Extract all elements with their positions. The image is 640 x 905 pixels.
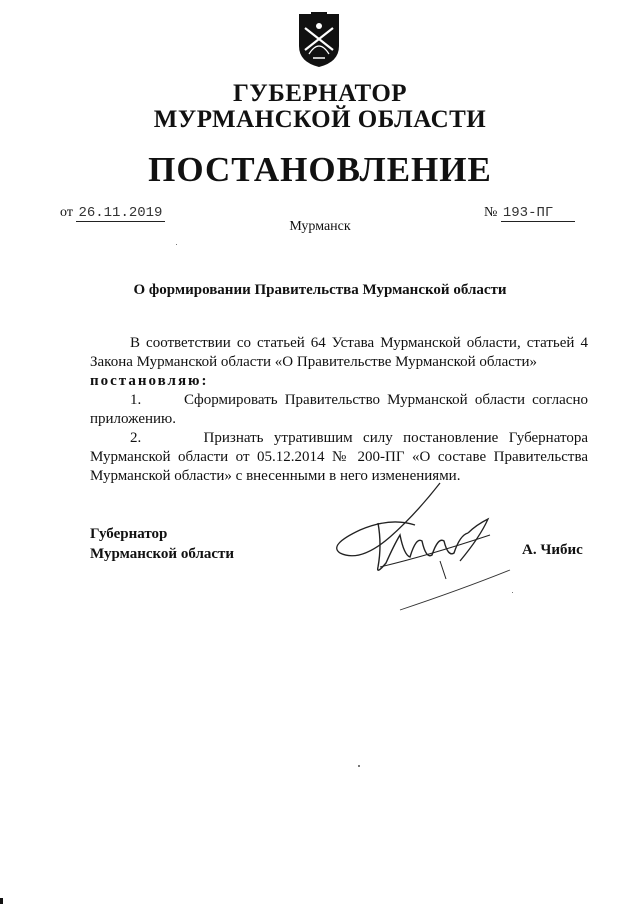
scan-speck xyxy=(176,244,177,245)
handwritten-signature xyxy=(320,475,540,615)
signer-title xyxy=(90,524,234,564)
decree-word: постановляю: xyxy=(90,373,209,389)
org-title-line1: ГУБЕРНАТОР xyxy=(232,80,408,107)
intro-text: В соответствии со статьей 64 Устава Мурманской области, статьей 4 Закона Мурманской области «О Правительстве Мурманской области» xyxy=(90,335,588,370)
org-title-line2: МУРМАНСКОЙ ОБЛАСТИ xyxy=(153,106,487,133)
item-2: 2. Признать утратившим силу постановление Губернатора Мурманской области от 05.12.2014 № 200-ПГ «О составе Правительства Мурманской области» с внесенными в него изменениями. xyxy=(90,430,588,484)
scan-edge-mark xyxy=(0,898,3,904)
document-subject: О формировании Правительства Мурманской области xyxy=(133,282,507,298)
intro-paragraph xyxy=(90,334,588,391)
number-prefix: № xyxy=(484,205,498,220)
document-type: ПОСТАНОВЛЕНИЕ xyxy=(148,150,492,189)
date-prefix: от xyxy=(60,205,73,220)
signer-title-line1: Губернатор xyxy=(90,526,168,542)
item-1: 1. Сформировать Правительство Мурманской области согласно приложению. xyxy=(90,392,588,427)
document-body xyxy=(90,334,588,486)
number-value: 193-ПГ xyxy=(501,205,575,222)
scan-speck xyxy=(358,765,360,767)
signer-title-line2: Мурманской области xyxy=(90,546,235,562)
scan-speck xyxy=(512,592,513,593)
city: Мурманск xyxy=(289,219,351,234)
coat-of-arms-icon xyxy=(297,12,341,68)
date-value: 26.11.2019 xyxy=(76,205,165,222)
signer-name: А. Чибис xyxy=(522,542,583,558)
